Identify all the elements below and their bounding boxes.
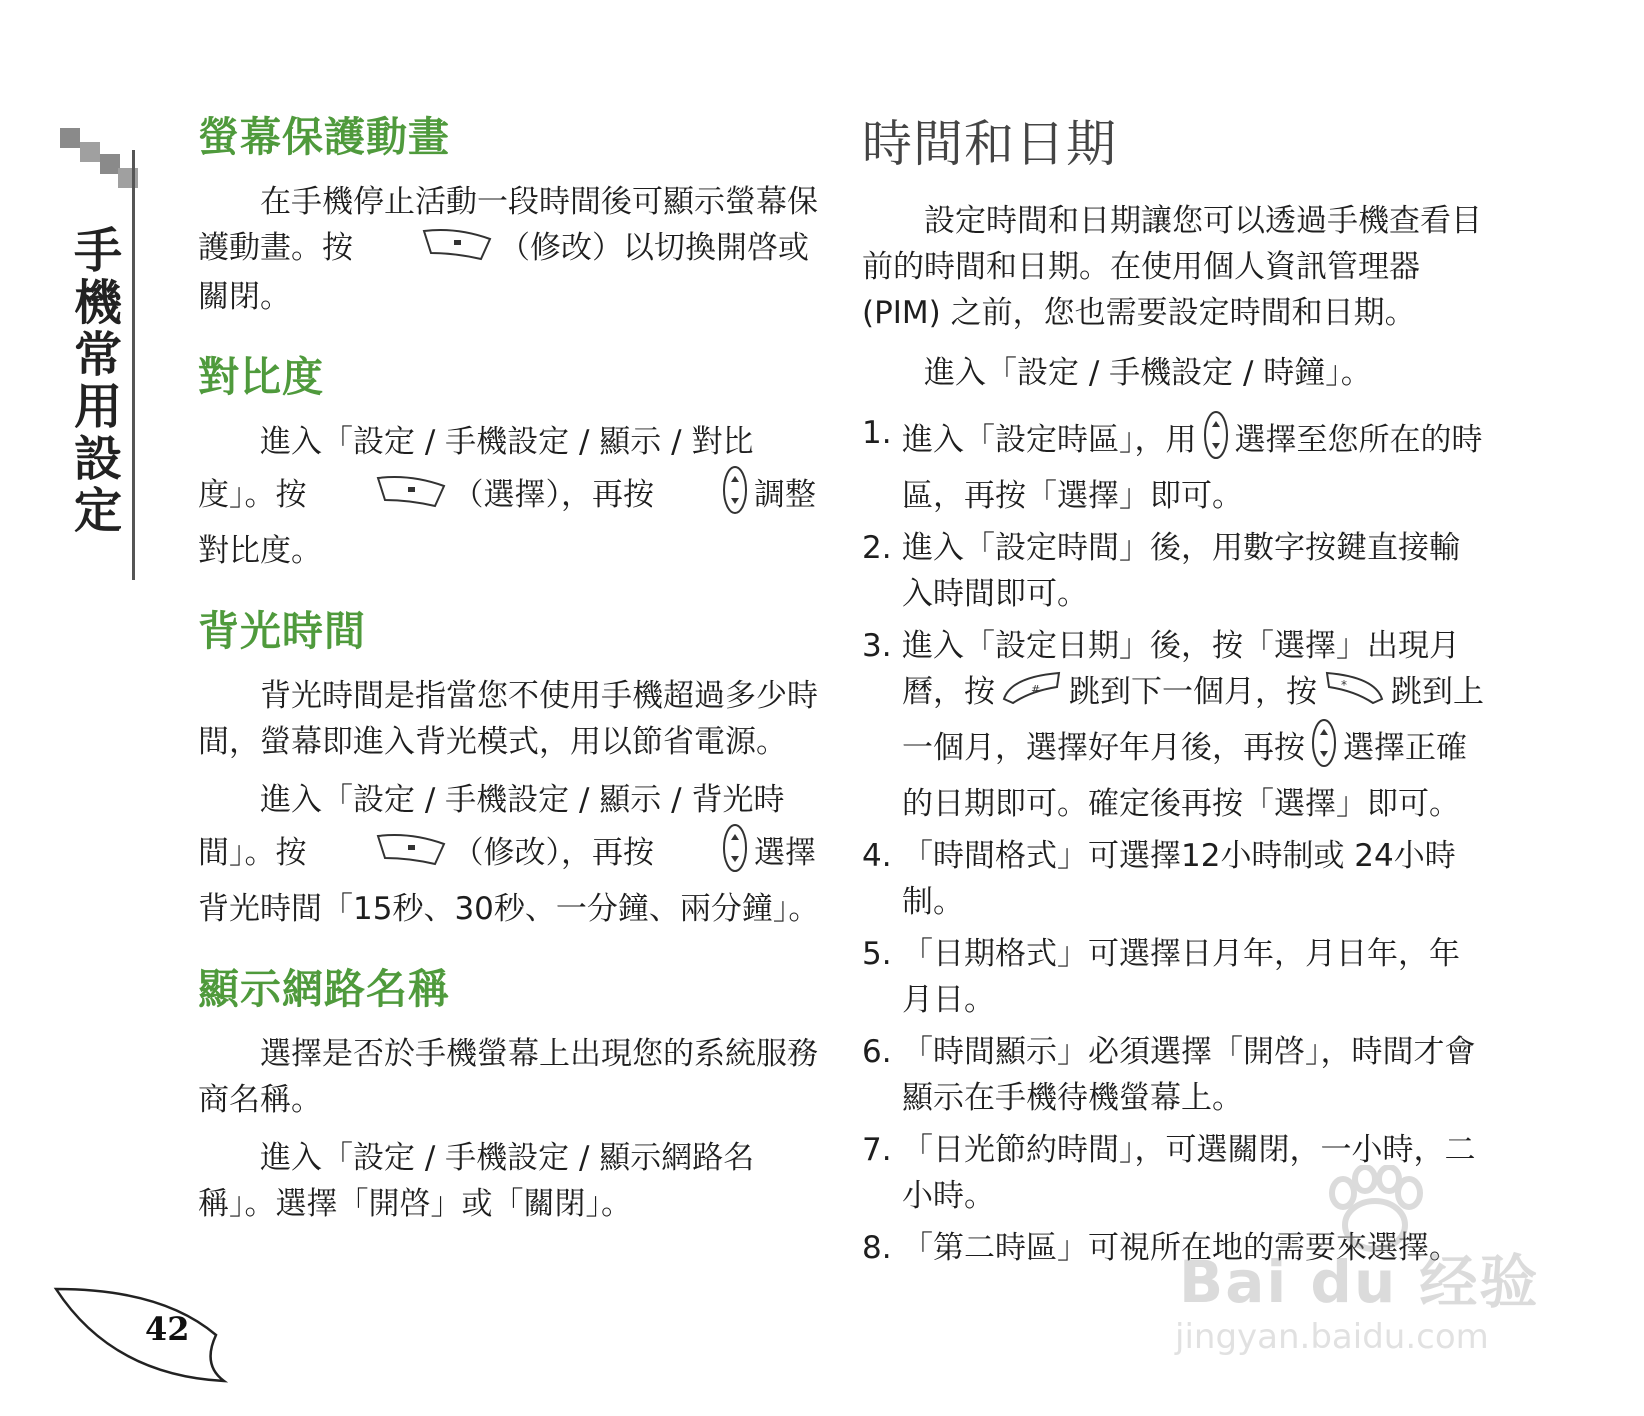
page-number-leaf	[52, 1285, 232, 1385]
list-item	[862, 931, 1487, 1023]
list-number: 3.	[862, 628, 892, 664]
list-item	[862, 833, 1487, 925]
list-text: 跳到上一個月，選擇好年月後，再按	[902, 674, 1484, 766]
list-number: 5.	[862, 936, 892, 972]
svg-text:#: #	[1031, 683, 1041, 696]
nav-key-icon	[1311, 718, 1337, 781]
leaf-icon	[52, 1285, 232, 1385]
svg-text:*: *	[1341, 678, 1347, 692]
nav-key-icon	[660, 465, 748, 528]
list-text: 「時間顯示」必須選擇「開啓」，時間才會顯示在手機待機螢幕上。	[902, 1034, 1476, 1116]
section-paragraph: 背光時間是指當您不使用手機超過多少時間，螢幕即進入背光模式，用以節省電源。	[198, 678, 818, 760]
page-number: 42	[145, 1310, 190, 1348]
list-number: 6.	[862, 1034, 892, 1070]
section-paragraph	[198, 777, 820, 932]
list-number: 2.	[862, 530, 892, 566]
right-column	[862, 104, 1487, 1277]
menu-key-icon	[313, 472, 447, 521]
menu-key-icon	[313, 830, 447, 879]
paragraph-text: 進入「設定 / 手機設定 / 顯示 / 對比度」。按	[198, 424, 754, 513]
paragraph-text: 調整對比度。	[198, 477, 816, 569]
nav-key-icon	[660, 823, 748, 886]
section-heading: 對比度	[198, 353, 324, 401]
list-text: 選擇正確的日期即可。確定後再按「選擇」即可。	[902, 730, 1467, 822]
section-paragraph	[198, 179, 820, 320]
paragraph-text: 在手機停止活動一段時間後可顯示螢幕保護動畫。按	[198, 184, 818, 266]
paragraph-text: （修改）以切換開啓或關閉。	[198, 230, 809, 315]
paragraph-text: 選擇背光時間「15秒、30秒、一分鐘、兩分鐘」。	[198, 835, 820, 927]
paragraph-text: 進入「設定 / 手機設定 / 顯示 / 背光時間」。按	[198, 782, 785, 871]
section-heading: 背光時間	[198, 607, 366, 655]
section-paragraph	[198, 419, 820, 574]
paragraph-text: （修改），再按	[452, 835, 654, 871]
section-paragraph: 選擇是否於手機螢幕上出現您的系統服務商名稱。	[198, 1036, 818, 1118]
watermark-brand: Bai du 经验	[1179, 1248, 1540, 1316]
list-text: 進入「設定時間」後，用數字按鍵直接輸入時間即可。	[902, 530, 1460, 612]
list-text: 「日期格式」可選擇日月年，月日年，年月日。	[902, 936, 1460, 1018]
list-number: 4.	[862, 838, 892, 874]
settings-list	[862, 410, 1487, 1271]
list-number: 8.	[862, 1230, 892, 1266]
side-divider	[132, 150, 135, 580]
hash-key-icon	[1001, 669, 1063, 718]
side-tab-label: 手機常用設定	[73, 223, 122, 539]
left-column	[198, 104, 820, 1227]
side-decoration	[60, 128, 140, 198]
intro-paragraph: 設定時間和日期讓您可以透過手機查看目前的時間和日期。在使用個人資訊管理器 (PIM) 之前，您也需要設定時間和日期。	[862, 203, 1482, 331]
intro-paragraph: 進入「設定 / 手機設定 / 時鐘」。	[924, 355, 1372, 391]
baidu-watermark	[1165, 1165, 1585, 1365]
list-item	[862, 410, 1487, 519]
section-heading: 顯示網路名稱	[198, 965, 450, 1013]
list-text: 「時間格式」可選擇12小時制或 24小時制。	[902, 838, 1456, 920]
watermark-url: jingyan.baidu.com	[1175, 1317, 1489, 1357]
section-paragraph: 進入「設定 / 手機設定 / 顯示網路名稱」。選擇「開啓」或「關閉」。	[198, 1140, 755, 1222]
list-text: 進入「設定時區」，用	[902, 422, 1197, 458]
list-text: 「日光節約時間」，可選關閉，一小時，二小時。	[902, 1132, 1476, 1214]
list-item	[862, 525, 1487, 617]
section-heading: 螢幕保護動畫	[198, 113, 450, 161]
list-text: 進入「設定日期」後，按「選擇」出現月曆，按	[902, 628, 1460, 710]
list-text: 「第二時區」可視所在地的需要來選擇。	[902, 1230, 1460, 1266]
list-text: 選擇至您所在的時區，再按「選擇」即可。	[902, 422, 1483, 514]
menu-key-icon	[359, 225, 493, 274]
list-number: 7.	[862, 1132, 892, 1168]
page-title: 時間和日期	[862, 115, 1117, 173]
list-item	[862, 1029, 1487, 1121]
nav-key-icon	[1203, 410, 1229, 473]
list-text: 跳到下一個月，按	[1069, 674, 1317, 710]
paragraph-text: （選擇），再按	[452, 477, 654, 513]
list-item	[862, 623, 1487, 827]
list-number: 1.	[862, 415, 892, 451]
star-key-icon	[1323, 669, 1385, 718]
